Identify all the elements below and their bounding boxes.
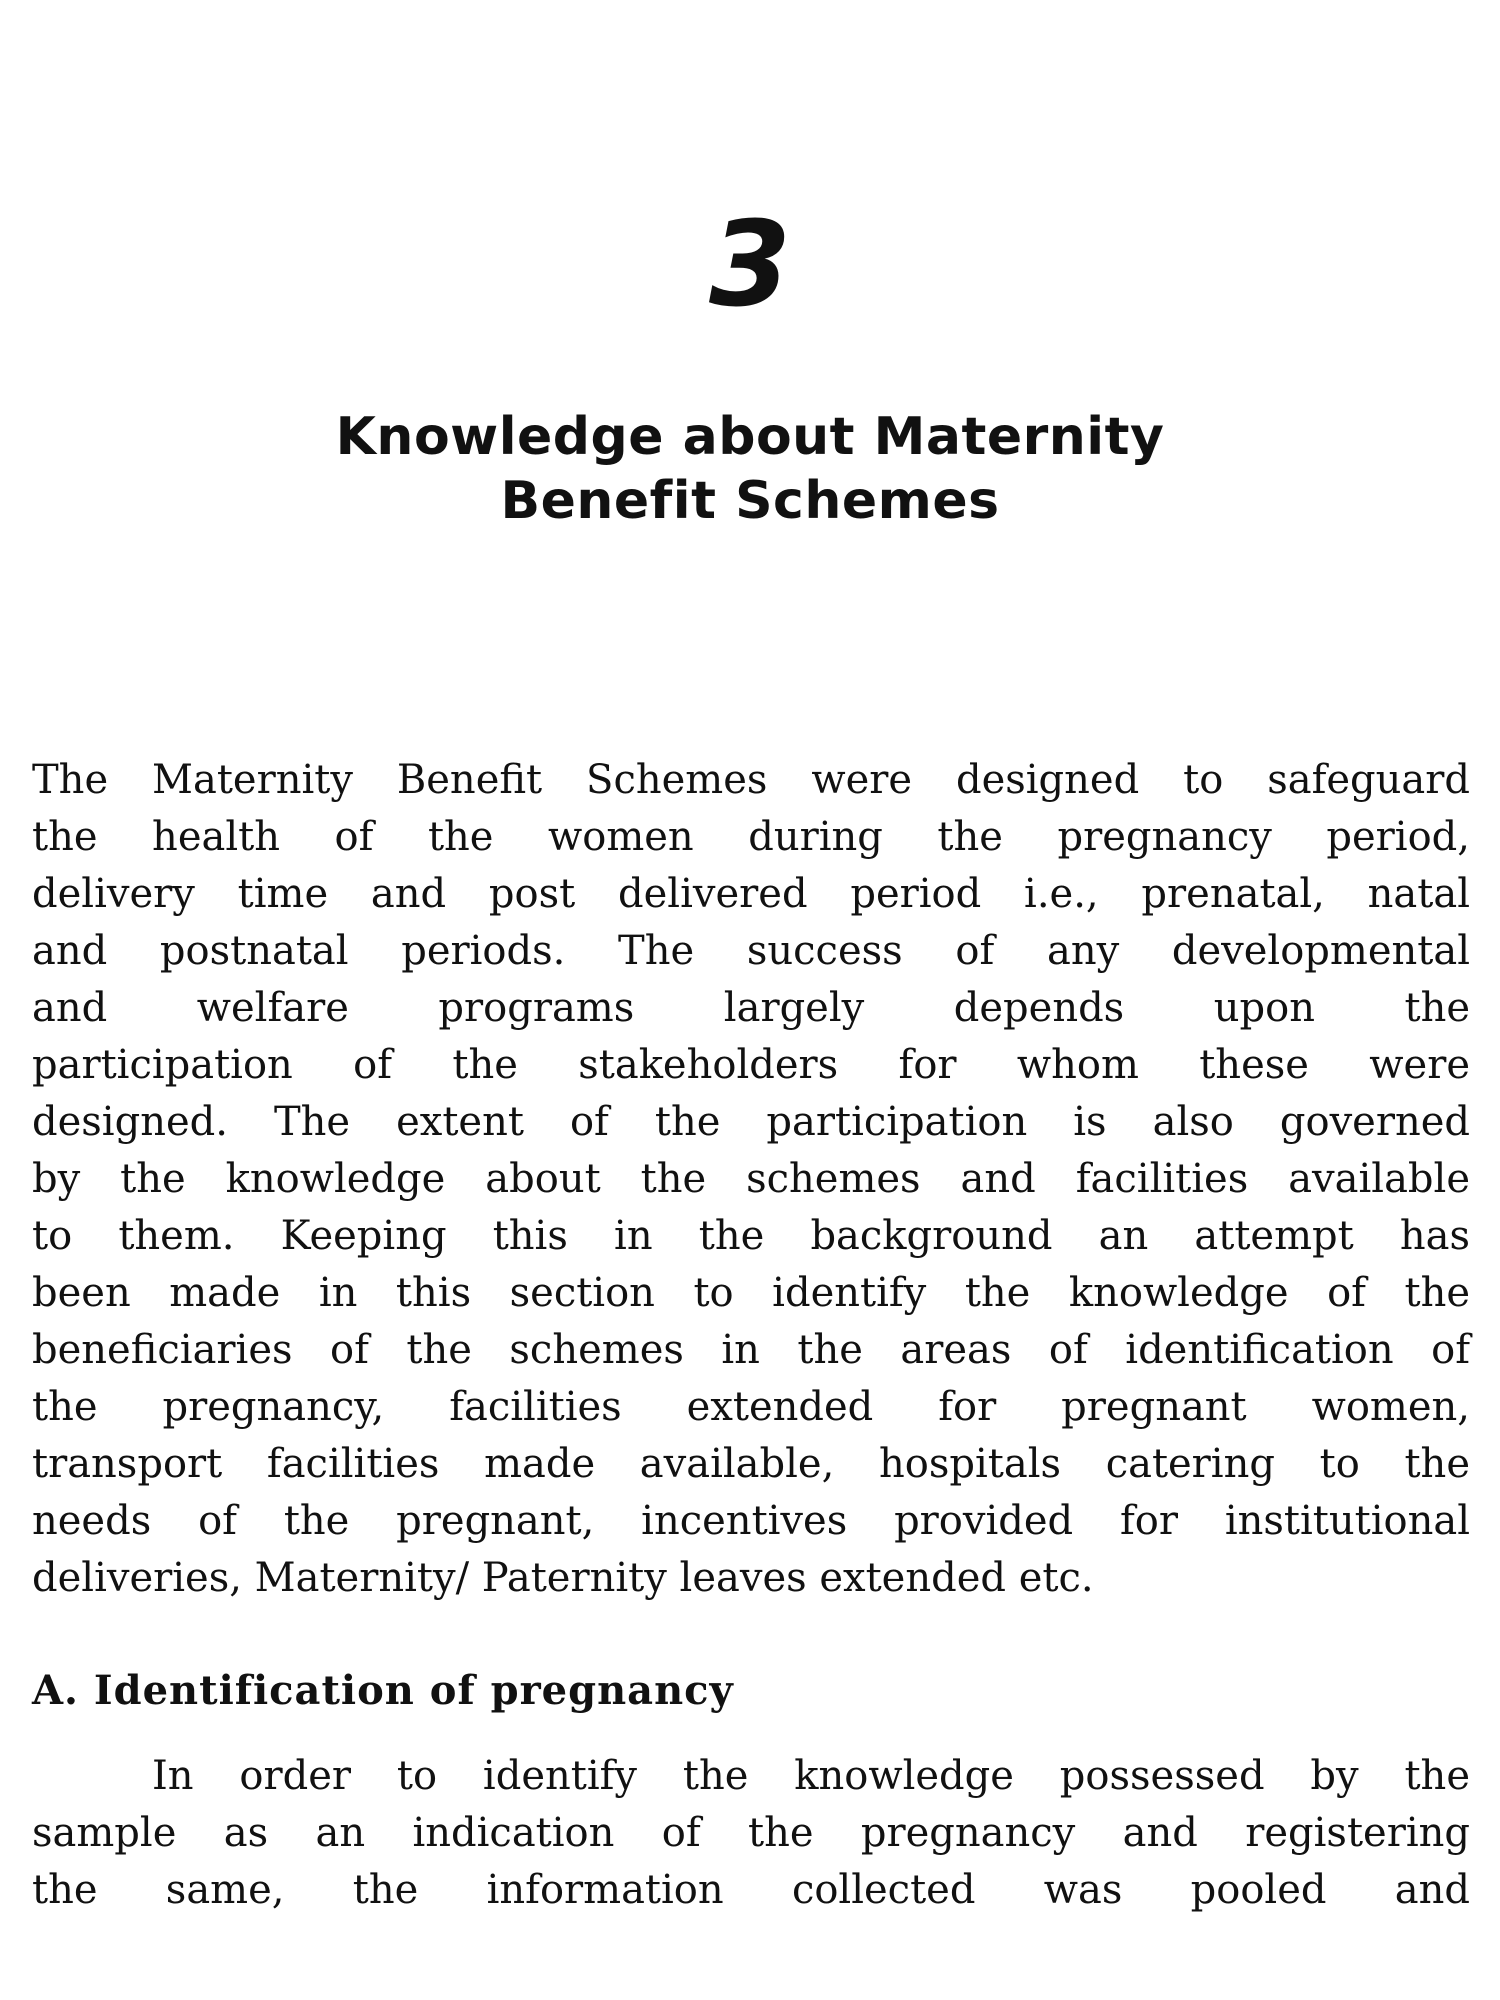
paragraph-line: In order to identify the knowledge possessed by the	[152, 1753, 1470, 1799]
paragraph-line: and welfare programs largely depends upon the	[32, 985, 1470, 1031]
paragraph-line: designed. The extent of the participation is also governed	[32, 1099, 1470, 1145]
paragraph-line: by the knowledge about the schemes and facilities available	[32, 1156, 1470, 1202]
chapter-title-line-1: Knowledge about Maternity	[335, 407, 1165, 467]
paragraph-line: delivery time and post delivered period i.e., prenatal, natal	[32, 871, 1470, 917]
paragraph-line: the pregnancy, facilities extended for pregnant women,	[32, 1384, 1470, 1430]
paragraph-line: deliveries, Maternity/ Paternity leaves extended etc.	[32, 1555, 1094, 1601]
paragraph-line: the health of the women during the pregnancy period,	[32, 814, 1470, 860]
paragraph-line: participation of the stakeholders for whom these were	[32, 1042, 1470, 1088]
chapter-title	[0, 405, 1500, 533]
paragraph-line: the same, the information collected was pooled and	[32, 1867, 1470, 1913]
section-paragraph	[32, 1748, 1470, 1919]
paragraph-line: to them. Keeping this in the background an attempt has	[32, 1213, 1470, 1259]
paragraph-line: beneficiaries of the schemes in the areas of identification of	[32, 1327, 1470, 1373]
paragraph-line: The Maternity Benefit Schemes were designed to safeguard	[32, 757, 1470, 803]
paragraph-line: needs of the pregnant, incentives provided for institutional	[32, 1498, 1470, 1544]
section-heading: A. Identification of pregnancy	[32, 1667, 734, 1714]
chapter-title-line-2: Benefit Schemes	[500, 471, 1000, 531]
paragraph-line: and postnatal periods. The success of any developmental	[32, 928, 1470, 974]
paragraph-line: sample as an indication of the pregnancy and registering	[32, 1810, 1470, 1856]
intro-paragraph	[32, 752, 1470, 1607]
paragraph-line: transport facilities made available, hospitals catering to the	[32, 1441, 1470, 1487]
chapter-number: 3	[708, 195, 792, 333]
paragraph-line: been made in this section to identify the knowledge of the	[32, 1270, 1470, 1316]
